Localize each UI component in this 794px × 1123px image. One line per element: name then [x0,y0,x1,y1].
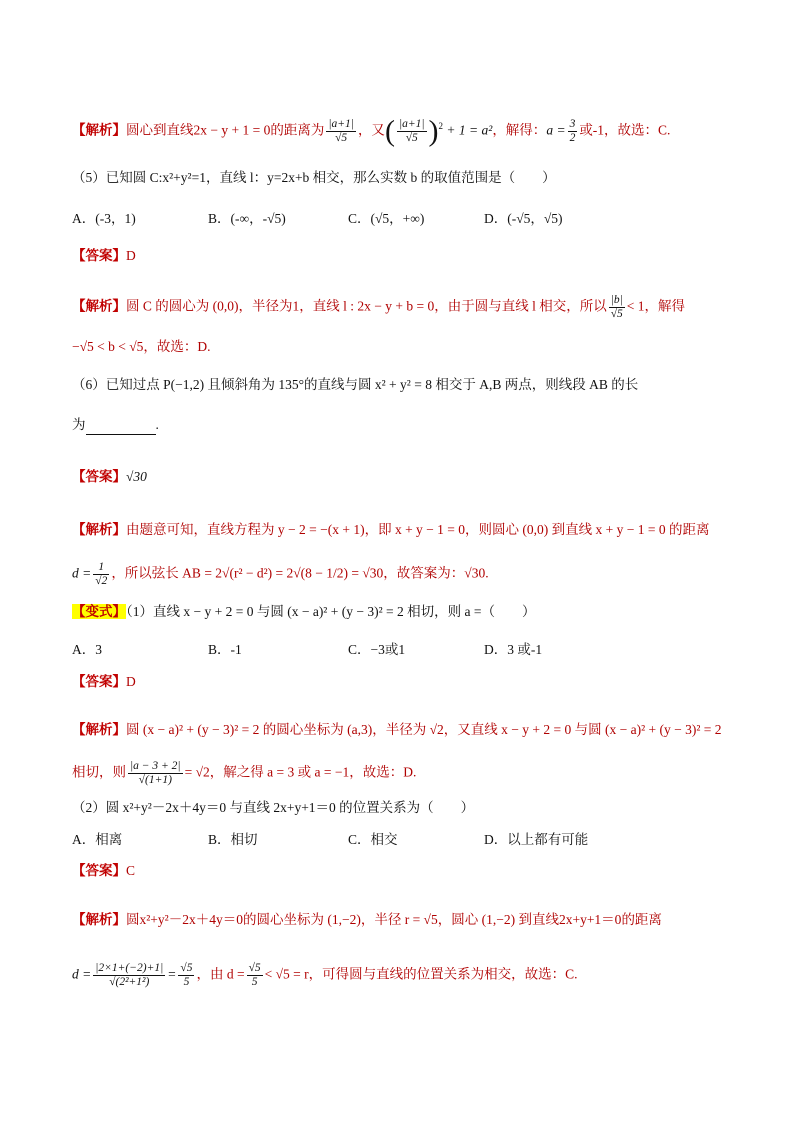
answer-tag: 【答案】 [72,469,126,484]
fraction-numerator: √5 [248,962,261,974]
fraction-numerator: |2×1+(−2)+1| [95,962,164,974]
answer-value: D [126,674,136,689]
analysis-tag: 【解析】 [72,522,126,537]
answer-tag: 【答案】 [72,863,126,878]
answer-value: D [126,248,136,263]
fraction-denominator: √5 [405,131,418,144]
variant-1-stem [72,602,734,622]
analysis-text: ，解得： [492,122,547,138]
answer-tag: 【答案】 [72,674,126,689]
fraction-denominator: √(1+1) [138,774,172,786]
paren: ( [384,114,395,148]
fraction-denominator: 2 [569,131,576,144]
fraction-denominator: √(2²+1²) [109,976,150,988]
math-expr: + 1 = a² [446,122,493,138]
answer-line [72,672,734,692]
analysis-text: 的圆心坐标为 (1,−2)，半径 r = √5，圆心 (1,−2) 到直线 [242,912,559,927]
analysis-line-1 [72,114,734,148]
fraction-numerator: √5 [180,962,193,974]
analysis-text: ，所以弦长 AB = 2√(r² − d²) = 2√(8 − 1/2) = √30，故答案为：√30. [111,565,489,581]
analysis-tag: 【解析】 [72,122,126,138]
fraction-numerator: |a − 3 + 2| [130,760,181,772]
analysis-line [72,520,734,540]
math-expr: = [167,966,177,982]
math-expr: x²+y²－2x＋4y＝0 [139,912,243,927]
analysis-text: 圆 (x − a)² + (y − 3)² = 2 的圆心坐标为 (a,3)，半径为 √2，又直线 x − y + 2 = 0 与圆 (x − a)² + (y − 3)² = 2 [126,722,722,737]
math-expr: 2x+y+1＝0 [558,912,622,927]
fraction-numerator: |a+1| [328,117,354,130]
fraction-numerator: |b| [610,294,623,306]
choice-a: A．(-3，1) [72,211,136,226]
answer-blank [86,420,156,435]
fraction-denominator: √5 [610,308,623,320]
analysis-text: ，由 d = [196,966,245,982]
variant-2-stem: （2）圆 x²+y²－2x＋4y＝0 与直线 2x+y+1＝0 的位置关系为（ ） [72,800,475,815]
question-5-stem: （5）已知圆 C:x²+y²=1，直线 l：y=2x+b 相交，那么实数 b 的取值范围是（ ） [72,170,556,185]
answer-line [72,861,734,881]
answer-tag: 【答案】 [72,248,126,263]
analysis-line [72,760,734,787]
choice-c: C．相交 [348,832,398,847]
fraction [568,118,578,145]
choice-b: B．(-∞，-√5) [208,211,286,226]
question-6-stem-l2 [72,415,734,435]
analysis-text: 的距离 [621,912,662,927]
answer-value: C [126,863,136,878]
fraction-denominator: 5 [183,976,190,988]
fraction [178,962,194,989]
analysis-tag: 【解析】 [72,912,126,927]
analysis-tag: 【解析】 [72,722,126,737]
analysis-text: 圆心到直线2x − y + 1 = 0的距离为 [126,122,325,138]
analysis-text: 圆 C 的圆心为 (0,0)，半径为1，直线 l : 2x − y + b = 0，由于圆与直线 l 相交，所以 [126,298,607,314]
choice-b: B．-1 [208,642,242,657]
fraction-denominator: √2 [95,575,108,587]
fraction [397,118,427,145]
superscript: 2 [438,121,444,131]
analysis-line [72,962,734,989]
analysis-text: = √2，解之得 a = 3 或 a = −1，故选：D. [184,764,417,780]
analysis-text: 或-1，故选：C. [579,122,671,138]
choice-a: A．3 [72,642,102,657]
choice-c: C．−3或1 [348,642,406,657]
question-6-stem: （6）已知过点 P(−1,2) 且倾斜角为 135°的直线与圆 x² + y² = 8 相交于 A,B 两点，则线段 AB 的长 [72,377,639,392]
analysis-text: 由题意可知，直线方程为 y − 2 = −(x + 1)，即 x + y − 1 = 0，则圆心 (0,0) 到直线 x + y − 1 = 0 的距离 [126,522,710,537]
analysis-text: < 1，解得 [626,298,686,314]
math-expr: d = [72,565,92,581]
fraction [128,760,183,787]
analysis-text: < √5 = r，可得圆与直线的位置关系为相交，故选：C. [264,966,578,982]
choice-b: B．相切 [208,832,258,847]
fraction [609,294,625,321]
analysis-text: 相切，则 [72,764,126,780]
answer-line [72,467,734,487]
analysis-line [72,561,734,588]
fraction [93,561,109,588]
fraction [326,118,356,145]
analysis-text: ，又 [357,122,385,138]
fraction-numerator: |a+1| [398,117,425,130]
analysis-line: −√5 < b < √5，故选：D. [72,339,211,354]
choice-a: A．相离 [72,832,123,847]
stem-text: 为 [72,417,86,432]
stem-text: （1）直线 x − y + 2 = 0 与圆 (x − a)² + (y − 3)² = 2 相切，则 a =（ ） [126,604,536,619]
fraction [93,962,165,989]
analysis-tag: 【解析】 [72,298,126,314]
paren: ) [428,114,439,148]
analysis-line [72,910,734,930]
answer-value: √30 [126,469,147,484]
choice-d: D．(-√5，√5) [484,211,563,226]
analysis-line [72,294,734,321]
fraction-numerator: 1 [93,561,109,575]
variant-tag: 【变式】 [72,604,126,619]
fraction-denominator: 5 [251,976,258,988]
answer-line [72,246,734,266]
math-expr: d = [72,966,92,982]
analysis-line [72,720,734,740]
fraction-denominator: √5 [335,131,348,144]
choice-d: D．以上都有可能 [484,832,589,847]
choice-c: C．(√5，+∞) [348,211,425,226]
fraction [247,962,263,989]
choice-d: D．3 或-1 [484,642,543,657]
analysis-text: 圆 [126,912,140,927]
fraction-numerator: 3 [569,117,576,130]
math-expr: a = [546,122,566,138]
stem-text: . [155,417,159,432]
